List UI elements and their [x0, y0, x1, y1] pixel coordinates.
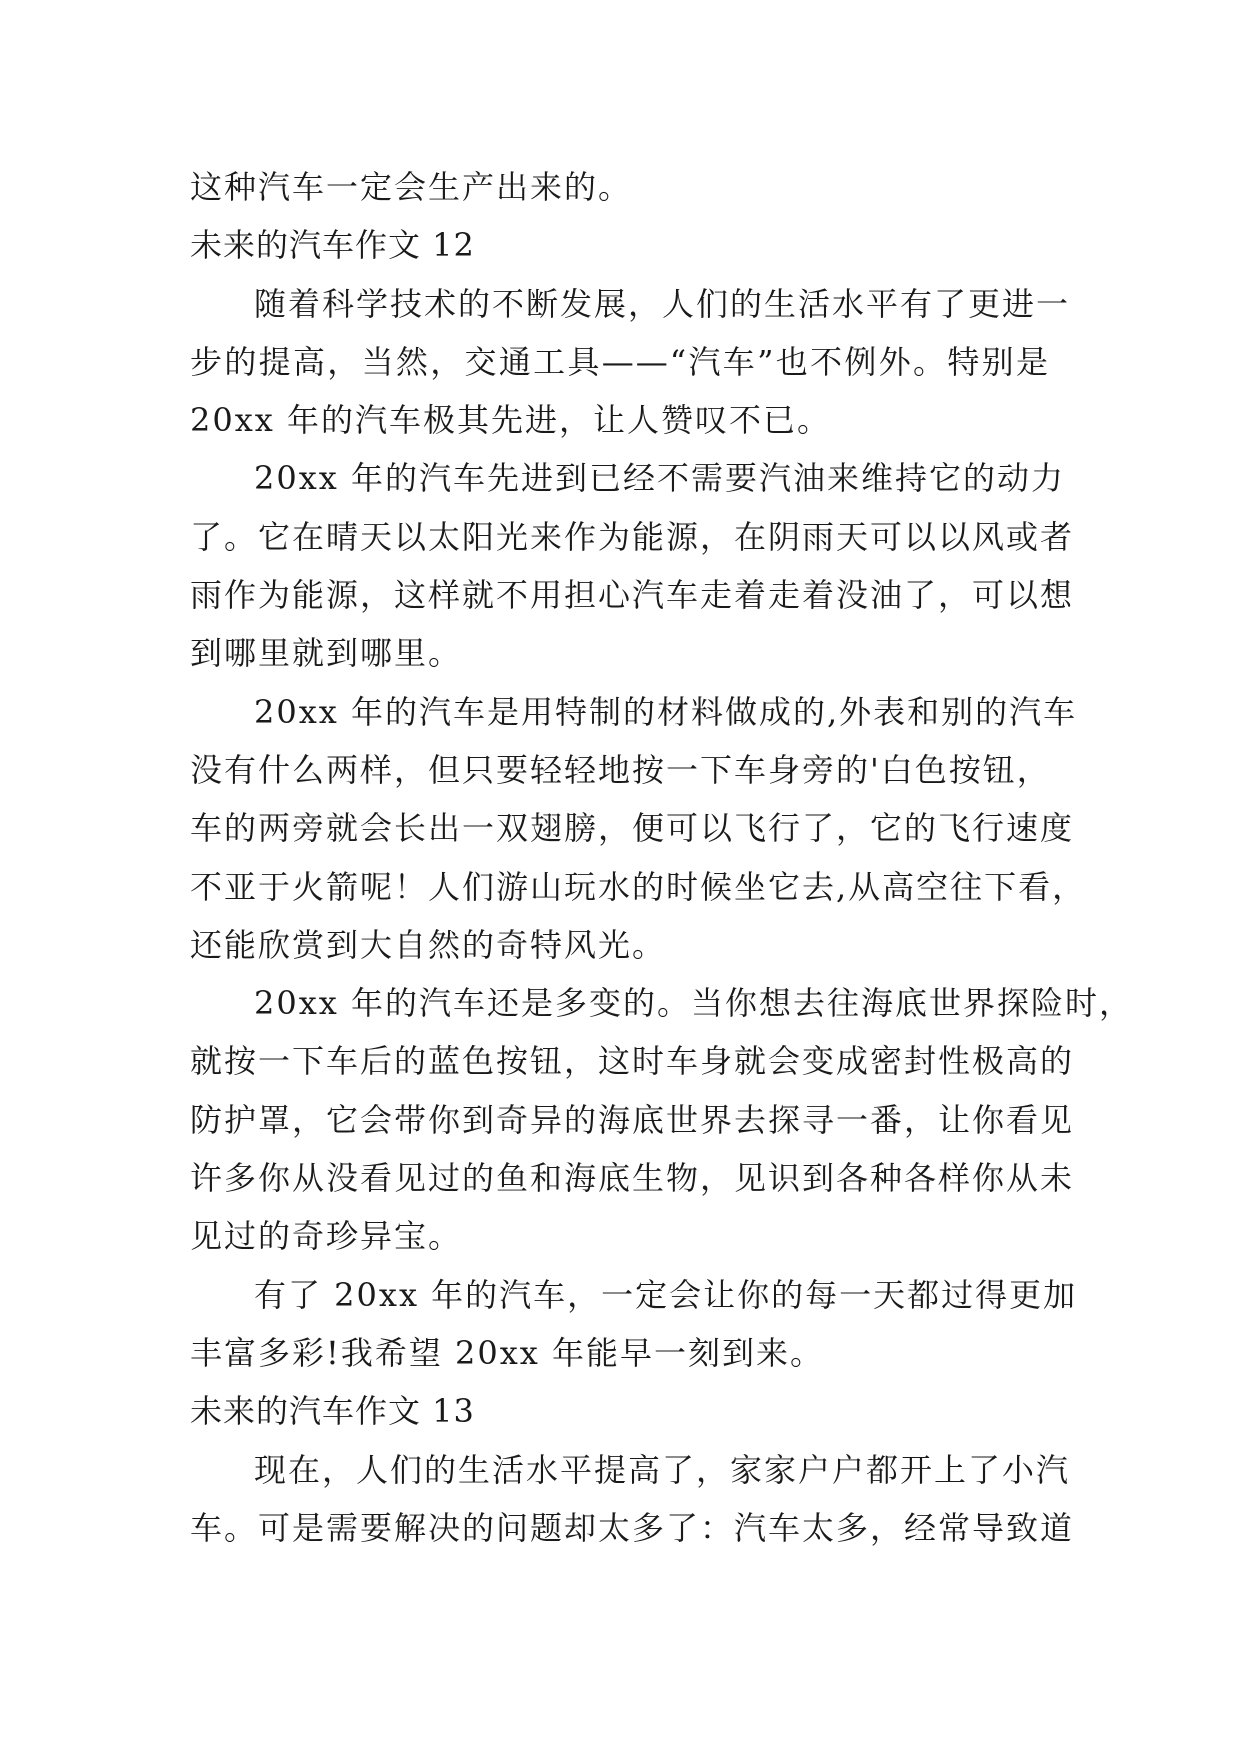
- essay-heading-13: 未来的汽车作文 13: [190, 1392, 475, 1431]
- text-line: 有了 20xx 年的汽车，一定会让你的每一天都过得更加: [254, 1275, 1078, 1314]
- text-line: 20xx 年的汽车先进到已经不需要汽油来维持它的动力: [254, 459, 1065, 498]
- text-line: 步的提高，当然，交通工具——“汽车”也不例外。特别是: [190, 342, 1050, 381]
- text-line: 没有什么两样，但只要轻轻地按一下车身旁的'白色按钮，: [190, 750, 1051, 789]
- text-line: 防护罩，它会带你到奇异的海底世界去探寻一番，让你看见: [190, 1100, 1075, 1139]
- text-line: 许多你从没看见过的鱼和海底生物，见识到各种各样你从未: [190, 1159, 1075, 1198]
- text-line: 了。它在晴天以太阳光来作为能源，在阴雨天可以以风或者: [190, 517, 1075, 556]
- text-line: 这种汽车一定会生产出来的。: [190, 168, 633, 206]
- text-line: 现在，人们的生活水平提高了，家家户户都开上了小汽: [254, 1450, 1071, 1489]
- text-line: 见过的奇珍异宝。: [190, 1217, 463, 1256]
- text-line: 随着科学技术的不断发展，人们的生活水平有了更进一: [254, 284, 1071, 323]
- text-line: 还能欣赏到大自然的奇特风光。: [190, 925, 667, 964]
- text-line: 不亚于火箭呢！人们游山玩水的时候坐它去,从高空往下看，: [190, 867, 1087, 906]
- text-line: 20xx 年的汽车是用特制的材料做成的,外表和别的汽车: [254, 692, 1078, 731]
- text-line: 到哪里就到哪里。: [190, 634, 463, 673]
- text-line: 就按一下车后的蓝色按钮，这时车身就会变成密封性极高的: [190, 1042, 1075, 1081]
- text-line: 车。可是需要解决的问题却太多了：汽车太多，经常导致道: [190, 1508, 1075, 1547]
- text-line: 20xx 年的汽车还是多变的。当你想去往海底世界探险时，: [254, 984, 1133, 1023]
- text-line: 20xx 年的汽车极其先进，让人赞叹不已。: [190, 401, 831, 440]
- text-line: 丰富多彩!我希望 20xx 年能早一刻到来。: [190, 1333, 825, 1372]
- text-line: 车的两旁就会长出一双翅膀，便可以飞行了，它的飞行速度: [190, 809, 1075, 848]
- text-line: 雨作为能源，这样就不用担心汽车走着走着没油了，可以想: [190, 576, 1075, 615]
- document-body: [190, 158, 1133, 1557]
- essay-heading-12: 未来的汽车作文 12: [190, 226, 475, 265]
